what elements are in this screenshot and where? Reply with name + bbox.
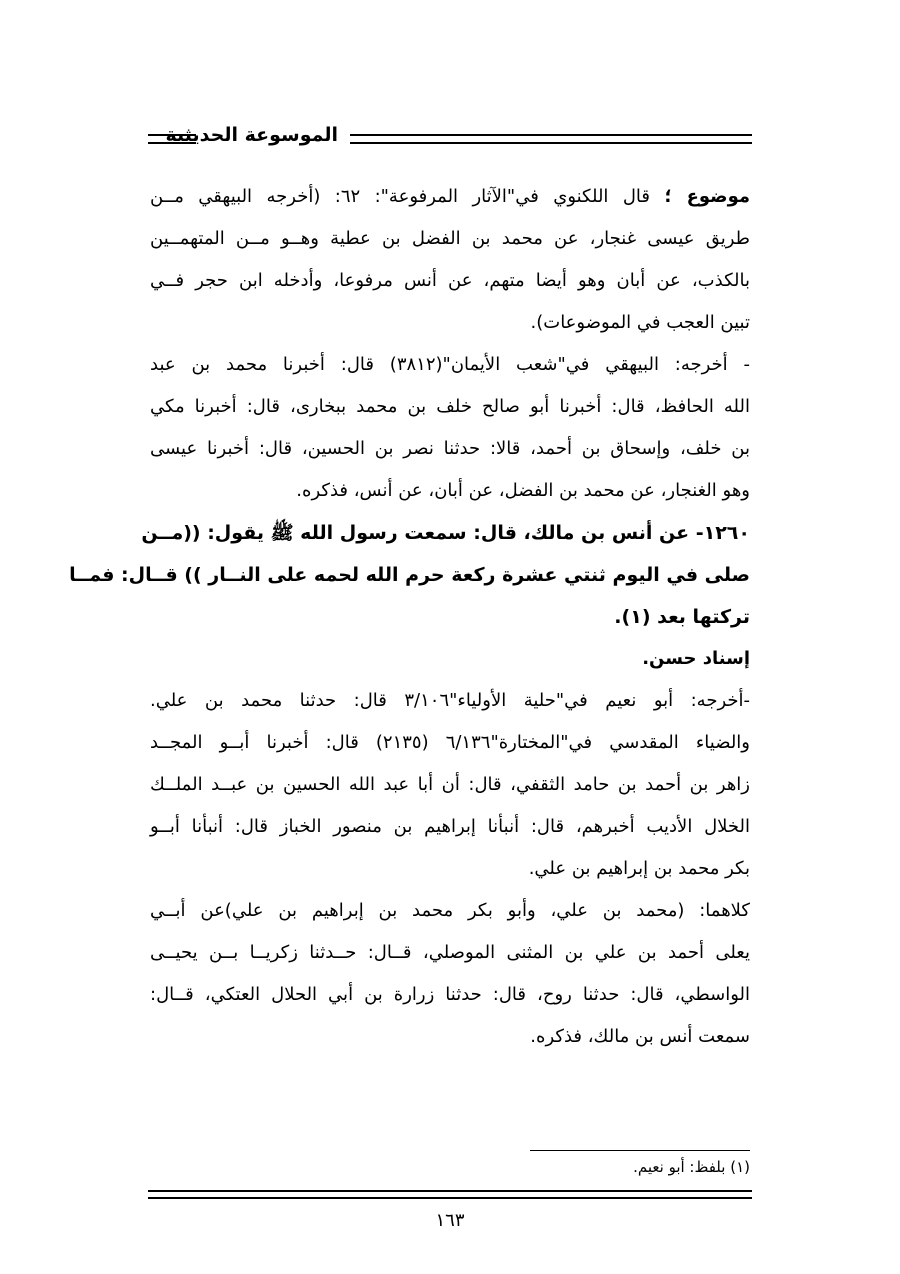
text-line-15: زاهر بن أحمد بن حامد الثقفي، قال: أن أبا عبد الله الحسين بن عبــد الملــك — [150, 774, 750, 795]
hadith-line-3: تركتها بعد (١). — [614, 606, 750, 628]
running-header — [148, 122, 752, 152]
text-line-8: وهو الغنجار، عن محمد بن الفضل، عن أبان، عن أنس، فذكره. — [296, 480, 750, 501]
footnote: (١) بلفظ: أبو نعيم. — [633, 1158, 750, 1176]
footnote-separator — [530, 1150, 750, 1151]
text-line-4: تبين العجب في الموضوعات). — [530, 312, 750, 333]
entry-grade: موضوع ؛ — [664, 186, 751, 207]
text-line-1-rest: قال اللكنوي في"الآثار المرفوعة": ٦٢: (أخرجه البيهقي مــن — [150, 186, 665, 207]
isnad-grade: إسناد حسن. — [642, 648, 750, 669]
text-line-3: بالكذب، عن أبان وهو أيضا متهم، عن أنس مرفوعا، وأدخله ابن حجر فــي — [150, 270, 750, 291]
text-line-17: بكر محمد بن إبراهيم بن علي. — [528, 858, 750, 879]
body-text — [69, 176, 751, 1058]
footer-rule — [148, 1190, 752, 1199]
text-line-18: كلاهما: (محمد بن علي، وأبو بكر محمد بن إبراهيم بن علي)عن أبــي — [150, 900, 750, 921]
hadith-line-2: صلى في اليوم ثنتي عشرة ركعة حرم الله لحمه على النــار )) قــال: فمــا — [69, 564, 750, 586]
text-line-6: الله الحافظ، قال: أخبرنا أبو صالح خلف بن محمد ببخارى، قال: أخبرنا مكي — [150, 396, 750, 417]
text-line-2: طريق عيسى غنجار، عن محمد بن الفضل بن عطية وهــو مــن المتهمــين — [150, 228, 750, 249]
text-line-7: بن خلف، وإسحاق بن أحمد، قالا: حدثنا نصر بن الحسين، قال: أخبرنا عيسى — [150, 438, 750, 459]
header-rule-right — [350, 134, 752, 144]
text-line-16: الخلال الأديب أخبرهم، قال: أنبأنا إبراهيم بن منصور الخباز قال: أنبأنا أبــو — [150, 816, 750, 837]
header-title: الموسوعة الحديثية — [165, 124, 338, 146]
text-line-5: - أخرجه: البيهقي في"شعب الأيمان"(٣٨١٢) قال: أخبرنا محمد بن عبد — [150, 354, 750, 375]
text-line-21: سمعت أنس بن مالك، فذكره. — [530, 1026, 750, 1047]
text-line-19: يعلى أحمد بن علي بن المثنى الموصلي، قــال: حــدثنا زكريــا بــن يحيــى — [150, 942, 750, 963]
text-line-20: الواسطي، قال: حدثنا روح، قال: حدثنا زرارة بن أبي الحلال العتكي، قــال: — [150, 984, 750, 1005]
text-line-1 — [150, 176, 750, 218]
text-line-14: والضياء المقدسي في"المختارة"٦/١٣٦ (٢١٣٥) قال: أخبرنا أبــو المجــد — [150, 732, 750, 753]
hadith-line-1: ١٢٦٠- عن أنس بن مالك، قال: سمعت رسول الله ﷺ يقول: ((مــن — [141, 522, 750, 544]
page-number: ١٦٣ — [435, 1210, 465, 1231]
text-line-13: -أخرجه: أبو نعيم في"حلية الأولياء"٣/١٠٦ قال: حدثنا محمد بن علي. — [150, 690, 751, 711]
